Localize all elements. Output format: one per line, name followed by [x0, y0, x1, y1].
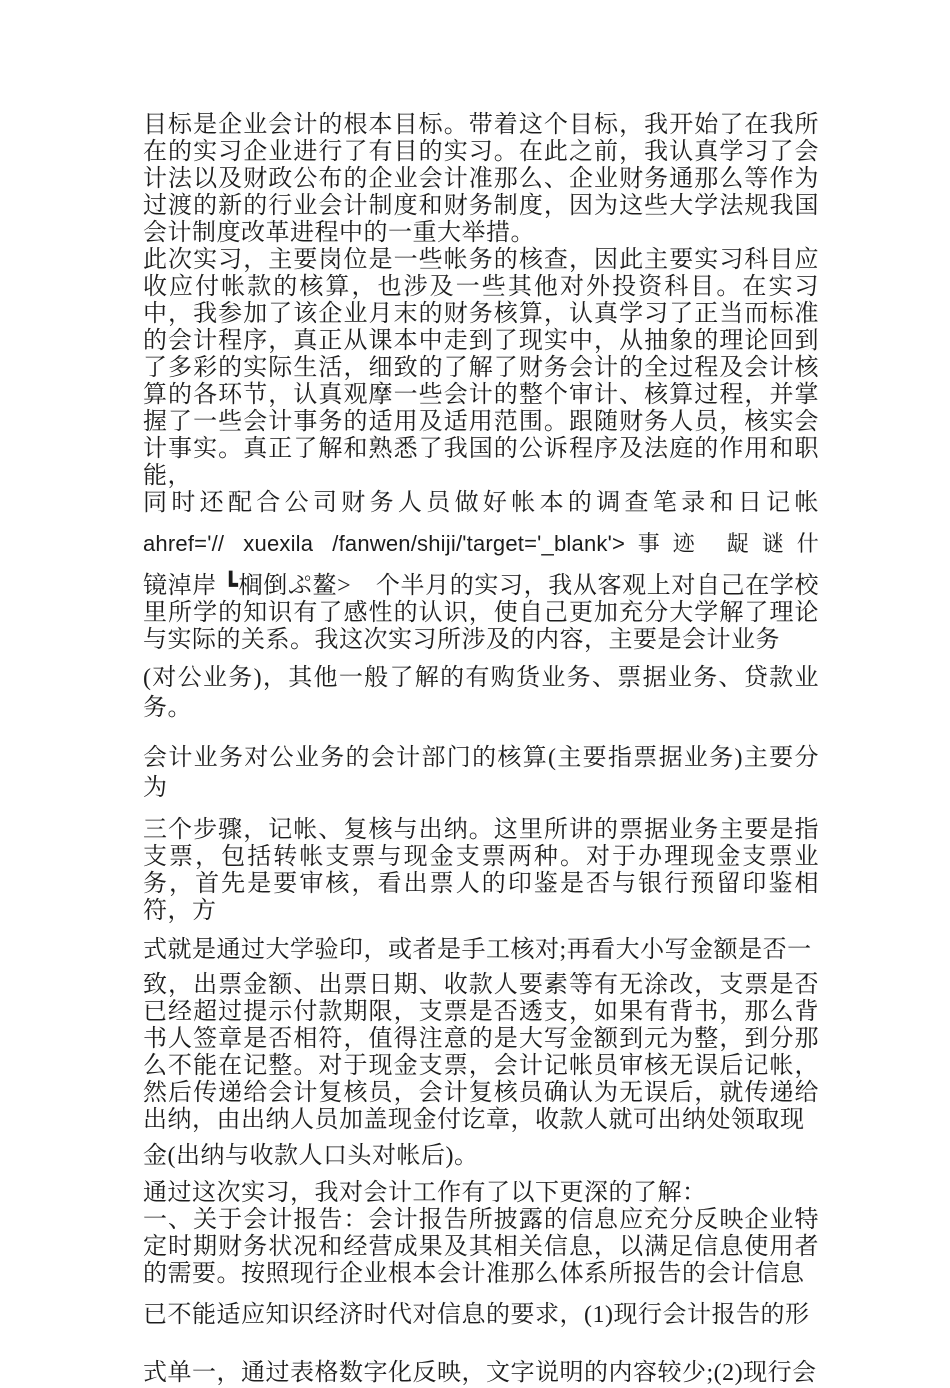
paragraph: (对公业务)，其他一般了解的有购货业务、票据业务、贷款业务。 — [143, 665, 819, 721]
paragraph: 同时还配合公司财务人员做好帐本的调查笔录和日记帐 — [143, 490, 819, 516]
document-page — [143, 112, 819, 1388]
paragraph: 通过这次实习，我对会计工作有了以下更深的了解： — [143, 1180, 707, 1206]
paragraph: 式单一，通过表格数字化反映，文字说明的内容较少;(2)现行会 — [143, 1360, 817, 1386]
paragraph: 致，出票金额、出票日期、收款人要素等有无涂改，支票是否已经超过提示付款期限，支票是否透支，如果有背书，那么背书人签章是否相符，值得注意的是大写金额到元为整，到分那么不能在记整。对于现金支票，会计记帐员审核无误后记帐，然后传递给会计复核员，会计复核员确认为无误后，就传递给出纳，由出纳人员加盖现金付讫章，收款人就可出纳处领取现 — [143, 972, 819, 1133]
paragraph: 金(出纳与收款人口头对帐后)。 — [143, 1143, 479, 1169]
paragraph: 目标是企业会计的根本目标。带着这个目标，我开始了在我所在的实习企业进行了有目的实习。在此之前，我认真学习了会计法以及财政公布的企业会计准那么、企业财务通那么等作为过渡的新的行业会计制度和财务制度，因为这些大学法规我国会计制度改革进程中的一重大举措。 — [143, 112, 819, 246]
broken-link-text-line: ahref='// xuexila /fanwen/shiji/'target='_blank'>事迹 龊谜什 — [143, 531, 819, 556]
paragraph: 一、关于会计报告：会计报告所披露的信息应充分反映企业特定时期财务状况和经营成果及其相关信息，以满足信息使用者的需要。按照现行企业根本会计准那么体系所报告的会计信息 — [143, 1207, 819, 1287]
paragraph: 镜淖岸 ┗榈倒ぷ鳌> 个半月的实习，我从客观上对自己在学校里所学的知识有了感性的认识，使自己更加充分大学解了理论与实际的关系。我这次实习所涉及的内容，主要是会计业务 — [143, 573, 819, 653]
paragraph: 已不能适应知识经济时代对信息的要求，(1)现行会计报告的形 — [143, 1302, 810, 1328]
paragraph: 会计业务对公业务的会计部门的核算(主要指票据业务)主要分为 — [143, 745, 819, 801]
paragraph: 此次实习，主要岗位是一些帐务的核查，因此主要实习科目应收应付帐款的核算，也涉及一些其他对外投资科目。在实习中，我参加了该企业月末的财务核算，认真学习了正当而标准的会计程序，真正从课本中走到了现实中，从抽象的理论回到了多彩的实际生活，细致的了解了财务会计的全过程及会计核算的各环节，认真观摩一些会计的整个审计、核算过程，并掌握了一些会计事务的适用及适用范围。跟随财务人员，核实会计事实。真正了解和熟悉了我国的公诉程序及法庭的作用和职能， — [143, 247, 819, 489]
paragraph: 式就是通过大学验印，或者是手工核对;再看大小写金额是否一 — [143, 937, 812, 963]
paragraph: 三个步骤，记帐、复核与出纳。这里所讲的票据业务主要是指支票，包括转帐支票与现金支票两种。对于办理现金支票业务，首先是要审核，看出票人的印鉴是否与银行预留印鉴相符，方 — [143, 817, 819, 924]
